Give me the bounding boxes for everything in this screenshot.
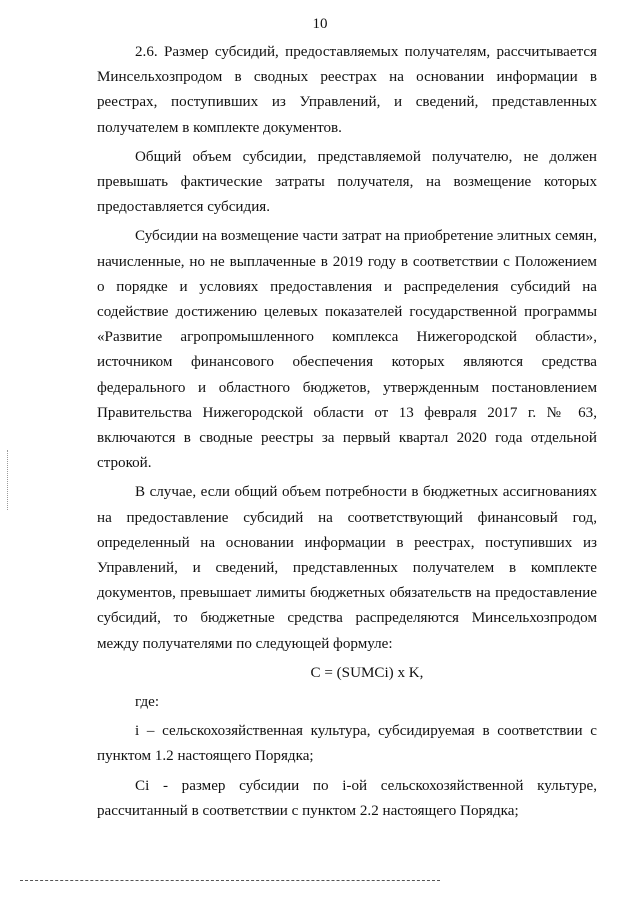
footer-divider <box>20 880 440 881</box>
definition-ci: Ci - размер субсидии по i-ой сельскохозяйственной культуре, рассчитанный в соответствии с пунктом 2.2 настоящего Порядка; <box>97 777 597 819</box>
paragraph-elite-seeds: Субсидии на возмещение части затрат на приобретение элитных семян, начисленные, но не выплаченные в 2019 году в соответствии с Положением о порядке и условиях предоставления и распределения субсидий на содействие достижению целевых показателей государственной программы «Развитие агропромышленного комплекса Нижегородской области», источником финансового обеспечения которых являются средства федерального и областного бюджетов, утвержденным постановлением Правительства Нижегородской области от 13 февраля 2017 г. № 63, включаются в сводные реестры за первый квартал 2020 года отдельной строкой. <box>97 228 597 472</box>
formula: C = (SUMCi) x K, <box>310 664 424 681</box>
page-number: 10 <box>312 16 328 32</box>
paragraph-2-6: 2.6. Размер субсидий, предоставляемых получателям, рассчитывается Минсельхозпродом в сводных реестрах на основании информации в реестрах, поступивших из Управлений, и сведений, представленных получателем в комплекте документов. <box>97 44 597 136</box>
formula-where-label: где: <box>135 694 160 711</box>
paragraph-total-subsidy: Общий объем субсидии, представляемой получателю, не должен превышать фактические затраты получателя, на возмещение которых предоставляется субсидия. <box>97 148 597 216</box>
paragraph-distribution: В случае, если общий объем потребности в бюджетных ассигнованиях на предоставление субсидий на соответствующий финансовый год, определенный на основании информации в реестрах, поступивших из Управлений, и сведений, представленных получателем в комплекте документов, превышает лимиты бюджетных обязательств на предоставление субсидий, то бюджетные средства распределяются Минсельхозпродом между получателями по следующей формуле: <box>97 484 597 652</box>
definition-i: i – сельскохозяйственная культура, субсидируемая в соответствии с пунктом 1.2 настоящего Порядка; <box>97 723 597 765</box>
margin-marks <box>7 450 9 510</box>
document-body <box>97 40 597 828</box>
